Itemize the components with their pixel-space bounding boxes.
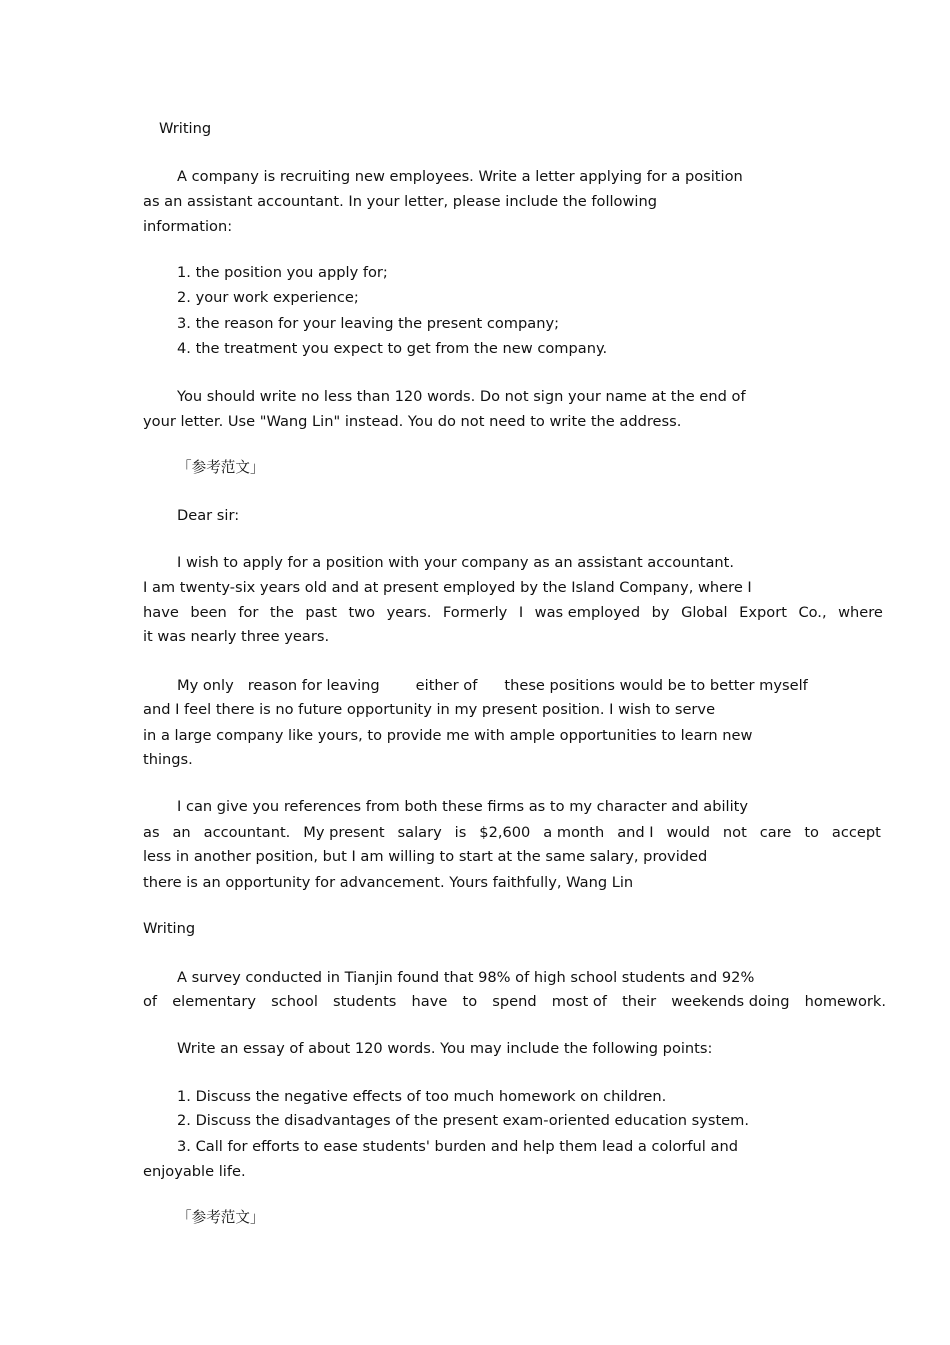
phrase: either of bbox=[415, 677, 478, 694]
word: Global bbox=[681, 604, 728, 621]
salutation: Dear sir: bbox=[177, 507, 240, 524]
word: have bbox=[143, 604, 179, 621]
word: I bbox=[518, 604, 524, 621]
section-heading: Writing bbox=[159, 120, 212, 137]
word: by bbox=[651, 604, 670, 621]
word: a month bbox=[543, 824, 605, 841]
word: the bbox=[269, 604, 294, 621]
letter-line: less in another position, but I am willing to start at the same salary, provided bbox=[143, 848, 708, 865]
word: as bbox=[143, 824, 160, 841]
letter-line: it was nearly three years. bbox=[143, 628, 330, 645]
word: most of bbox=[551, 993, 607, 1010]
word: their bbox=[622, 993, 657, 1010]
list-item: 3. Call for efforts to ease students' burden and help them lead a colorful and bbox=[177, 1138, 738, 1155]
list-item: 1. Discuss the negative effects of too much homework on children. bbox=[177, 1088, 667, 1105]
word: Co., bbox=[798, 604, 827, 621]
word: and I bbox=[617, 824, 654, 841]
prompt-line: A company is recruiting new employees. Write a letter applying for a position bbox=[177, 168, 743, 185]
word: My present bbox=[303, 824, 385, 841]
letter-line: and I feel there is no future opportunity in my present position. I wish to serve bbox=[143, 701, 716, 718]
word: where bbox=[838, 604, 883, 621]
letter-line: I can give you references from both these firms as to my character and ability bbox=[177, 798, 749, 815]
word: of bbox=[143, 993, 158, 1010]
word: Export bbox=[739, 604, 787, 621]
survey-line: A survey conducted in Tianjin found that 98% of high school students and 92% bbox=[177, 969, 755, 986]
list-item: 3. the reason for your leaving the present company; bbox=[177, 315, 560, 332]
word: have bbox=[411, 993, 448, 1010]
letter-line: I am twenty-six years old and at present employed by the Island Company, where I bbox=[143, 579, 752, 596]
word: elementary bbox=[172, 993, 256, 1010]
essay-instruction: Write an essay of about 120 words. You may include the following points: bbox=[177, 1040, 713, 1057]
word: would bbox=[666, 824, 710, 841]
word: is bbox=[454, 824, 467, 841]
letter-line bbox=[177, 677, 808, 695]
word: been bbox=[190, 604, 227, 621]
word: to bbox=[804, 824, 819, 841]
list-item: 2. your work experience; bbox=[177, 289, 359, 306]
letter-line: in a large company like yours, to provide me with ample opportunities to learn new bbox=[143, 727, 753, 744]
word: was employed bbox=[534, 604, 641, 621]
word: accountant. bbox=[203, 824, 291, 841]
word: for bbox=[238, 604, 259, 621]
word: an bbox=[172, 824, 191, 841]
word: $2,600 bbox=[479, 824, 531, 841]
letter-line: there is an opportunity for advancement. Yours faithfully, Wang Lin bbox=[143, 874, 634, 891]
survey-line-justified bbox=[143, 993, 886, 1011]
word: not bbox=[722, 824, 747, 841]
phrase: My only bbox=[177, 677, 234, 694]
word: care bbox=[759, 824, 792, 841]
word: homework. bbox=[804, 993, 886, 1010]
word: years. bbox=[386, 604, 432, 621]
letter-line: I wish to apply for a position with your company as an assistant accountant. bbox=[177, 554, 734, 571]
section-heading: Writing bbox=[143, 920, 196, 937]
word: to bbox=[462, 993, 478, 1010]
word: Formerly bbox=[442, 604, 508, 621]
instruction-line: your letter. Use "Wang Lin" instead. You do not need to write the address. bbox=[143, 413, 682, 430]
word: students bbox=[333, 993, 397, 1010]
instruction-line: You should write no less than 120 words. Do not sign your name at the end of bbox=[177, 388, 746, 405]
word: school bbox=[271, 993, 318, 1010]
phrase: reason for leaving bbox=[247, 677, 380, 694]
prompt-line: as an assistant accountant. In your letter, please include the following bbox=[143, 193, 657, 210]
word: past bbox=[305, 604, 337, 621]
reference-label: 「参考范文」 bbox=[177, 1209, 265, 1226]
phrase: these positions would be to better myself bbox=[504, 677, 808, 694]
list-item: enjoyable life. bbox=[143, 1163, 246, 1180]
list-item: 2. Discuss the disadvantages of the present exam-oriented education system. bbox=[177, 1112, 749, 1129]
prompt-line: information: bbox=[143, 218, 233, 235]
letter-line: things. bbox=[143, 751, 193, 768]
word: weekends doing bbox=[671, 993, 790, 1010]
word: spend bbox=[492, 993, 537, 1010]
reference-label: 「参考范文」 bbox=[177, 459, 265, 476]
word: two bbox=[348, 604, 376, 621]
list-item: 1. the position you apply for; bbox=[177, 264, 388, 281]
letter-line-justified bbox=[143, 824, 881, 842]
word: accept bbox=[831, 824, 881, 841]
word: salary bbox=[397, 824, 442, 841]
list-item: 4. the treatment you expect to get from the new company. bbox=[177, 340, 608, 357]
letter-line-justified bbox=[143, 604, 883, 622]
